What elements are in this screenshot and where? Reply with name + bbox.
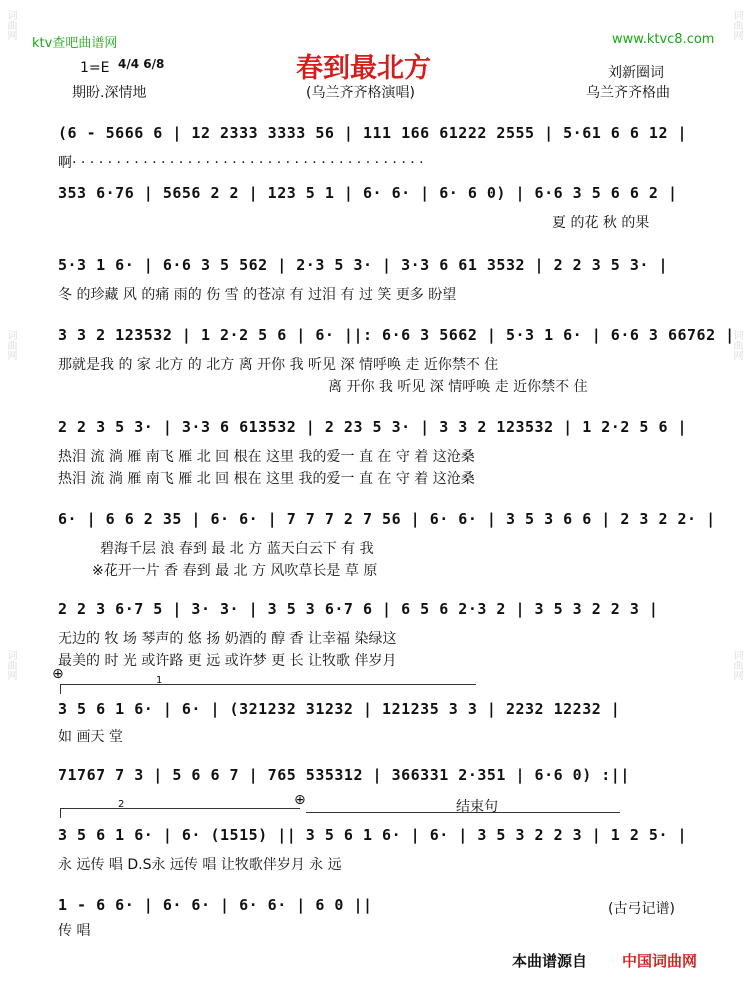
source-site-link[interactable]: 中国词曲网 [622, 952, 698, 970]
left-site-label: ktv查吧曲谱网 [32, 36, 118, 51]
key-signature: 1=E [80, 60, 110, 76]
score-row-6-notes: 6· | 6 6 2 35 | 6· 6· | 7 7 7 2 7 56 | 6· 6· | 3 5 3 6 6 | 2 3 2 2· | [58, 510, 716, 528]
score-row-11-lyrics: 传 唱 [58, 923, 91, 939]
score-row-8-notes: 3 5 6 1 6· | 6· | (321232 31232 | 121235 3 3 | 2232 12232 | [58, 700, 621, 718]
time-signature-a: 4/4 [118, 57, 140, 71]
coda-label: 结束句 [456, 799, 498, 815]
volta-1-label: 1 [156, 675, 163, 686]
score-row-1-notes: (6 - 5666 6 | 12 2333 3333 56 | 111 166 61222 2555 | 5·61 6 6 12 | [58, 124, 688, 142]
time-signature [118, 58, 164, 70]
recorder-note: (古弓记谱) [608, 901, 675, 917]
score-row-7-lyrics-verse1: 无边的 牧 场 琴声的 悠 扬 奶酒的 醇 香 让幸福 染绿这 [58, 631, 397, 647]
watermark-right-2: 词曲网 [731, 330, 742, 360]
right-site-label: www.ktvc8.com [612, 32, 715, 47]
watermark-left-3: 词曲网 [5, 650, 16, 680]
score-row-8-lyrics: 如 画天 堂 [58, 729, 123, 745]
score-row-10-lyrics: 永 远传 唱 D.S永 远传 唱 让牧歌伴岁月 永 远 [58, 857, 342, 873]
volta-1-bracket-edge [60, 684, 61, 694]
volta-2-label: 2 [118, 799, 125, 810]
score-row-2-lyrics: 夏 的花 秋 的果 [552, 215, 650, 231]
coda-mark-icon: ⊕ [52, 666, 64, 682]
score-row-7-lyrics-verse2: 最美的 时 光 或许路 更 远 或许梦 更 长 让牧歌 伴岁月 [58, 653, 397, 669]
score-row-6-lyrics-verse2: ※花开一片 香 春到 最 北 方 风吹草长是 草 原 [92, 563, 378, 579]
performer: (乌兰齐齐格演唱) [306, 85, 415, 101]
coda-mark-2-icon: ⊕ [294, 792, 306, 808]
score-row-5-lyrics-verse1: 热泪 流 淌 雁 南飞 雁 北 回 根在 这里 我的爱一 直 在 守 着 这沧桑 [58, 449, 475, 465]
song-title: 春到最北方 [296, 53, 431, 84]
volta-2-bracket [60, 808, 300, 809]
score-row-4-lyrics-verse2: 离 开你 我 听见 深 情呼唤 走 近你禁不 住 [328, 379, 588, 395]
score-row-3-lyrics: 冬 的珍藏 风 的痛 雨的 伤 雪 的苍凉 有 过泪 有 过 笑 更多 盼望 [58, 287, 457, 303]
score-row-7-notes: 2 2 3 6·7 5 | 3· 3· | 3 5 3 6·7 6 | 6 5 6 2·3 2 | 3 5 3 2 2 3 | [58, 600, 659, 618]
score-row-10-notes: 3 5 6 1 6· | 6· (1515) || 3 5 6 1 6· | 6· | 3 5 3 2 2 3 | 1 2 5· | [58, 826, 688, 844]
score-row-2-notes: 353 6·76 | 5656 2 2 | 123 5 1 | 6· 6· | 6· 6 0) | 6·6 3 5 6 6 2 | [58, 184, 678, 202]
score-row-4-lyrics-verse1: 那就是我 的 家 北方 的 北方 离 开你 我 听见 深 情呼唤 走 近你禁不 住 [58, 357, 499, 373]
score-row-9-notes: 71767 7 3 | 5 6 6 7 | 765 535312 | 366331 2·351 | 6·6 0) :|| [58, 766, 630, 784]
volta-1-bracket [60, 684, 476, 685]
score-row-5-lyrics-verse2: 热泪 流 淌 雁 南飞 雁 北 回 根在 这里 我的爱一 直 在 守 着 这沧桑 [58, 471, 475, 487]
source-prefix: 本曲谱源自 [512, 952, 588, 970]
watermark-left: 词曲网 [5, 10, 16, 40]
score-row-3-notes: 5·3 1 6· | 6·6 3 5 562 | 2·3 5 3· | 3·3 6 61 3532 | 2 2 3 5 3· | [58, 256, 668, 274]
watermark-right-3: 词曲网 [731, 650, 742, 680]
time-signature-b: 6/8 [143, 57, 165, 71]
volta-2-bracket-edge [60, 808, 61, 818]
watermark-right: 词曲网 [731, 10, 742, 40]
score-row-4-notes: 3 3 2 123532 | 1 2·2 5 6 | 6· ||: 6·6 3 5662 | 5·3 1 6· | 6·6 3 66762 | [58, 326, 735, 344]
watermark-left-2: 词曲网 [5, 330, 16, 360]
score-row-1-lyrics: 啊· · · · · · · · · · · · · · · · · · · · · · · · · · · · · · · · · · · · · · · · [58, 155, 424, 171]
tempo-mood: 期盼.深情地 [72, 85, 147, 101]
score-row-5-notes: 2 2 3 5 3· | 3·3 6 613532 | 2 23 5 3· | 3 3 2 123532 | 1 2·2 5 6 | [58, 418, 688, 436]
score-row-6-lyrics-verse1: 碧海千层 浪 春到 最 北 方 蓝天白云下 有 我 [100, 541, 374, 557]
score-row-11-notes: 1 - 6 6· | 6· 6· | 6· 6· | 6 0 || [58, 896, 373, 914]
lyricist: 刘新圈词 [608, 65, 664, 81]
composer: 乌兰齐齐格曲 [586, 85, 670, 101]
